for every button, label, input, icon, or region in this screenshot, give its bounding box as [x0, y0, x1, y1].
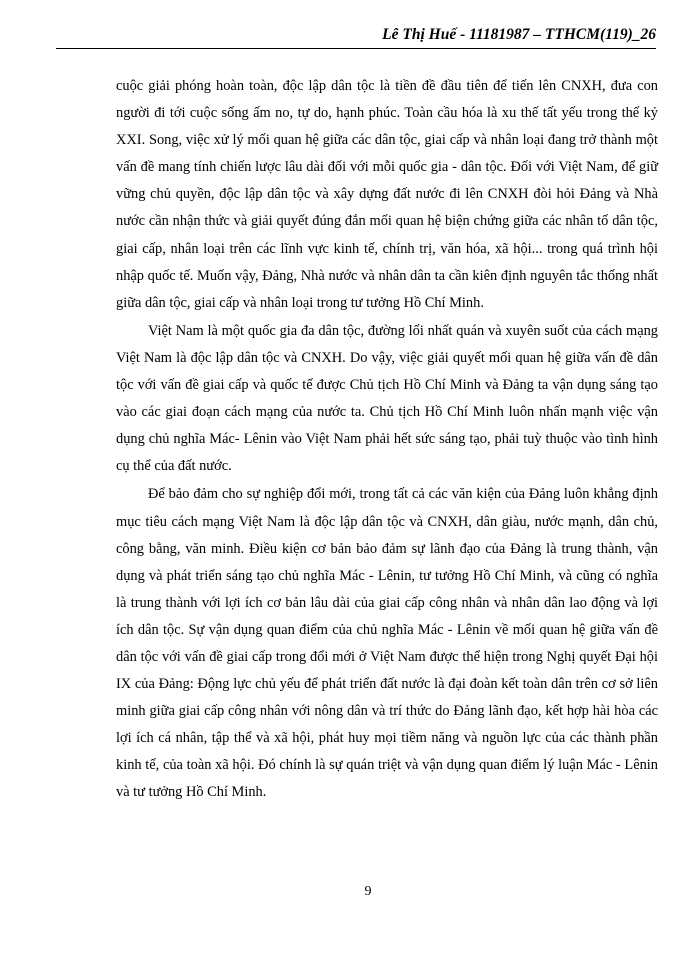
paragraph-2: Việt Nam là một quốc gia đa dân tộc, đường lối nhất quán và xuyên suốt của cách mạng Việt Nam là độc lập dân tộc và CNXH. Do vậy, việc giải quyết mối quan hệ giữa vấn đề dân tộc với vấn đề giai cấp và quốc tế được Chủ tịch Hồ Chí Minh và Đảng ta vận dụng sáng tạo vào các giai đoạn cách mạng của nước ta. Chủ tịch Hồ Chí Minh luôn nhấn mạnh việc vận dụng chủ nghĩa Mác- Lênin vào Việt Nam phải hết sức sáng tạo, phải tuỳ thuộc vào tình hình cụ thể của đất nước.: [116, 322, 658, 475]
paragraph-1: cuộc giải phóng hoàn toàn, độc lập dân tộc là tiền đề đầu tiên để tiến lên CNXH, đưa con người đi tới cuộc sống ấm no, tự do, hạnh phúc. Toàn cầu hóa là xu thế tất yếu trong thế kỷ XXI. Song, việc xử lý mối quan hệ giữa các dân tộc, giai cấp và nhân loại đang trở thành một vấn đề mang tính chiến lược lâu dài đối với mỗi quốc gia - dân tộc. Đối với Việt Nam, để giữ vững chủ quyền, độc lập dân tộc và xây dựng đất nước đi lên CNXH đòi hỏi Đảng và Nhà nước cần nhận thức và giải quyết đúng đắn mối quan hệ biện chứng giữa các nhân tố dân tộc, giai cấp, nhân loại trên các lĩnh vực kinh tế, chính trị, văn hóa, xã hội... trong quá trình hội nhập quốc tế. Muốn vậy, Đảng, Nhà nước và nhân dân ta cần kiên định nguyên tắc thống nhất giữa dân tộc, giai cấp và nhân loại trong tư tưởng Hồ Chí Minh.: [116, 78, 658, 311]
running-header: Lê Thị Huế - 11181987 – TTHCM(119)_26: [56, 26, 656, 49]
body-text: [116, 73, 658, 807]
paragraph-3: Để bảo đảm cho sự nghiệp đổi mới, trong tất cả các văn kiện của Đảng luôn khẳng định mục tiêu cách mạng Việt Nam là độc lập dân tộc và CNXH, dân giàu, nước mạnh, dân chủ, công bằng, văn minh. Điều kiện cơ bản bảo đảm sự lãnh đạo của Đảng là trung thành, vận dụng và phát triển sáng tạo chủ nghĩa Mác - Lênin, tư tưởng Hồ Chí Minh, và cũng có nghĩa là trung thành với lợi ích cơ bản lâu dài của giai cấp công nhân và nhân dân lao động và lợi ích dân tộc. Sự vận dụng quan điểm của chủ nghĩa Mác - Lênin về mối quan hệ giữa vấn đề dân tộc với vấn đề giai cấp trong đổi mới ở Việt Nam được thể hiện trong Nghị quyết Đại hội IX của Đảng: Động lực chủ yếu để phát triển đất nước là đại đoàn kết toàn dân trên cơ sở liên minh giữa giai cấp công nhân với nông dân và trí thức do Đảng lãnh đạo, kết hợp hài hòa các lợi ích cá nhân, tập thể và xã hội, phát huy mọi tiềm năng và nguồn lực của các thành phần kinh tế, của toàn xã hội. Đó chính là sự quán triệt và vận dụng quan điểm lý luận Mác - Lênin và tư tưởng Hồ Chí Minh.: [116, 486, 658, 801]
page-number: 9: [364, 884, 372, 899]
